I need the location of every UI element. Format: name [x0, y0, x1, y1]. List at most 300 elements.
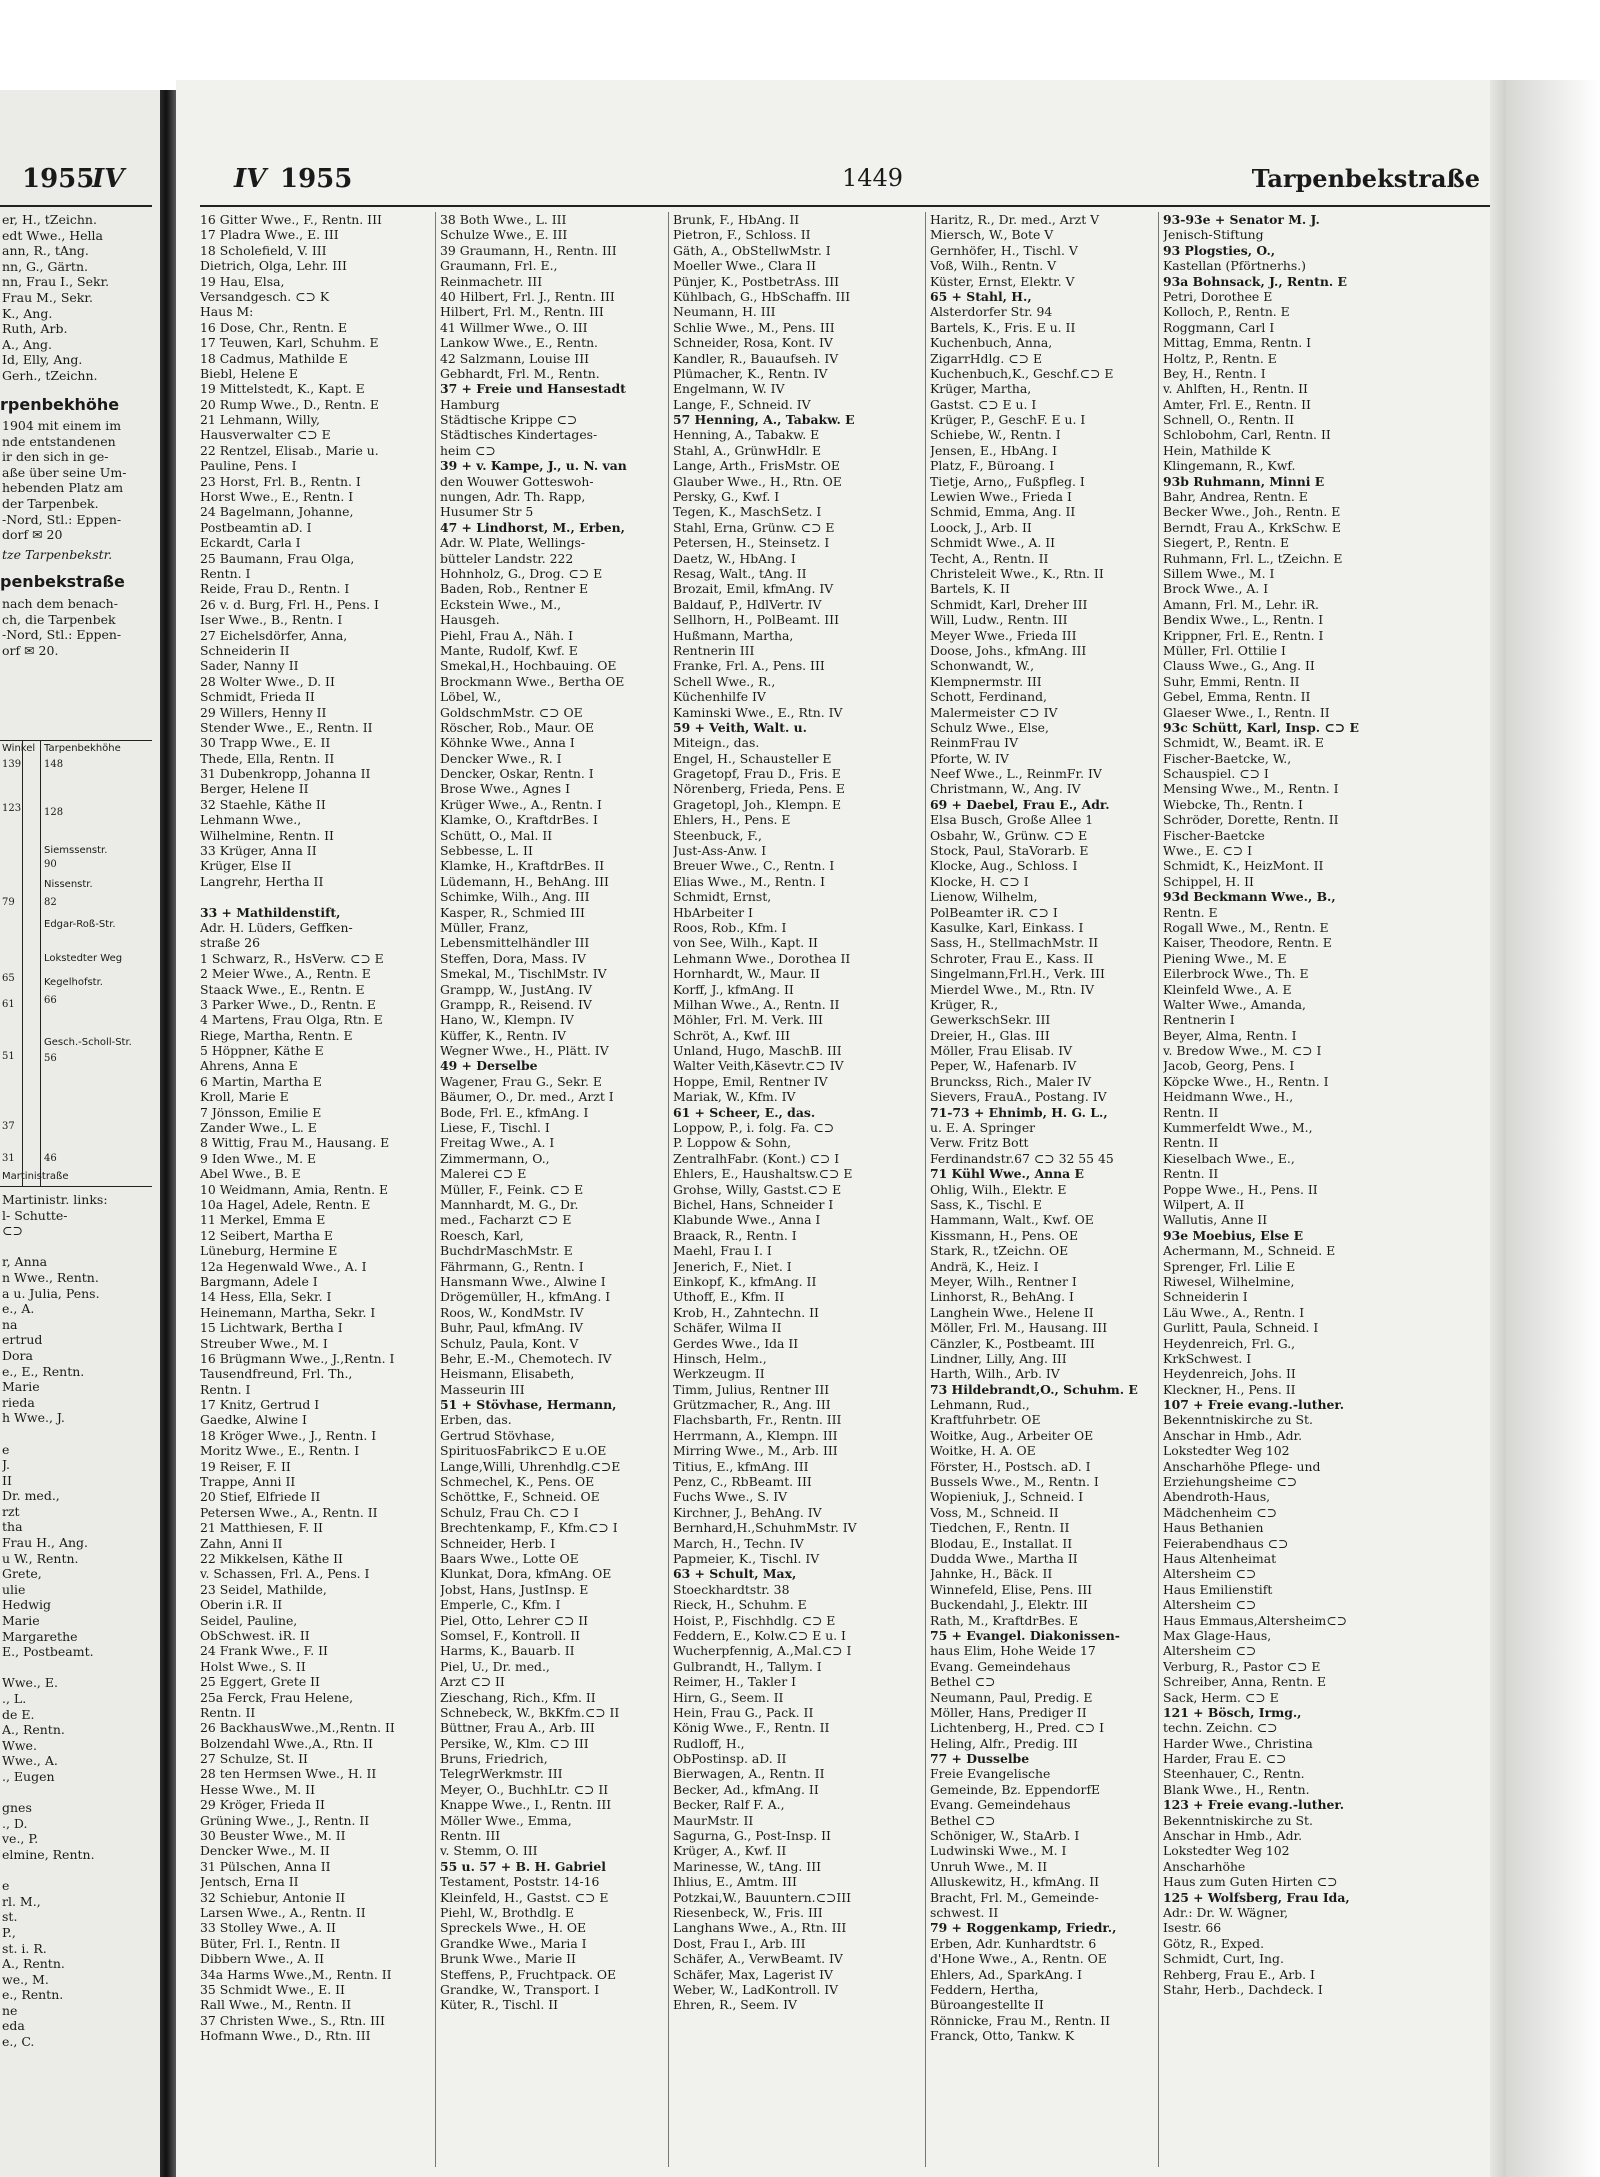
resident-entry: Breuer Wwe., C., Rentn. I [673, 858, 835, 874]
resident-entry: schwest. II [930, 1904, 999, 1920]
resident-entry: Anschar in Hmb., Adr. [1163, 1427, 1303, 1443]
resident-entry: Fischer-Baetcke [1163, 827, 1265, 843]
resident-entry: Schmid, Emma, Ang. II [930, 504, 1076, 520]
book-gutter [160, 90, 176, 2177]
resident-entry: v. Ahlften, H., Rentn. II [1163, 381, 1308, 397]
resident-entry: Sebbesse, L. II [440, 843, 533, 859]
left-page-line: na [2, 1316, 18, 1332]
resident-entry: Schlobohm, Carl, Rentn. II [1163, 427, 1331, 443]
resident-entry: Lokstedter Weg 102 [1163, 1443, 1290, 1459]
resident-entry: Larsen Wwe., A., Rentn. II [200, 1904, 366, 1920]
resident-entry: 19 Reiser, F. II [200, 1458, 291, 1474]
resident-entry: Bichel, Hans, Schneider I [673, 1197, 834, 1212]
resident-entry: Städtische Krippe ⊂⊃ [440, 412, 578, 428]
resident-entry: Ehren, R., Seem. IV [673, 1997, 797, 2013]
resident-entry: Einkopf, K., kfmAng. II [673, 1273, 817, 1289]
left-page-line: A., Rentn. [2, 1722, 65, 1738]
resident-entry: Dencker Wwe., R. I [440, 750, 562, 766]
map-number: 82 [44, 897, 57, 908]
resident-entry: Büttner, Frau A., Arb. III [440, 1720, 595, 1736]
left-page-line: ve., P. [2, 1831, 39, 1847]
resident-entry: Verw. Fritz Bott [930, 1135, 1029, 1151]
resident-entry: Ehlers, E., Haushaltsw.⊂⊃ E [673, 1166, 853, 1182]
resident-entry: Stahl, Erna, Grünw. ⊂⊃ E [673, 519, 835, 535]
resident-entry: Bussels Wwe., M., Rentn. I [930, 1474, 1099, 1490]
left-page-line: 1904 mit einem im [2, 418, 122, 433]
resident-entry: Verburg, R., Pastor ⊂⊃ E [1163, 1658, 1321, 1674]
resident-entry: Möller Wwe., Emma, [440, 1812, 572, 1828]
left-page-line: r, Anna [2, 1254, 48, 1270]
resident-entry: Ludwinski Wwe., M. I [930, 1843, 1067, 1859]
resident-entry: Mariak, W., Kfm. IV [673, 1089, 796, 1105]
resident-entry: Brechtenkamp, F., Kfm.⊂⊃ I [440, 1520, 618, 1536]
resident-entry: Streuber Wwe., M. I [200, 1335, 328, 1351]
resident-entry: 9 Iden Wwe., M. E [200, 1150, 316, 1166]
resident-entry: Holst Wwe., S. II [200, 1658, 306, 1674]
resident-entry: Krüger, Else II [200, 858, 292, 874]
house-number-heading: 93a Bohnsack, J., Rentn. E [1163, 273, 1347, 289]
resident-entry: Klamke, H., KraftdrBes. II [440, 858, 605, 874]
resident-entry: Staack Wwe., E., Rentn. E [200, 981, 365, 997]
resident-entry: Hohnholz, G., Drog. ⊂⊃ E [440, 565, 603, 581]
resident-entry: heim ⊂⊃ [440, 442, 496, 458]
left-page-line [2, 1239, 152, 1255]
resident-entry: Maehl, Frau I. I [673, 1243, 772, 1259]
left-page-line: Gerh., tZeichn. [2, 367, 98, 383]
resident-entry: Evang. Gemeindehaus [930, 1658, 1071, 1674]
resident-entry: Steenbuck, F., [673, 827, 762, 843]
left-page-line: u W., Rentn. [2, 1550, 79, 1566]
resident-entry: Freitag Wwe., A. I [440, 1135, 555, 1151]
left-page-line: ., L. [2, 1691, 27, 1706]
resident-entry: Gragetopl, Joh., Klempn. E [673, 796, 842, 812]
resident-entry: Köhnke Wwe., Anna I [440, 735, 575, 751]
resident-entry: HbArbeiter I [673, 904, 753, 920]
house-number-heading: 55 u. 57 + B. H. Gabriel [440, 1858, 606, 1874]
resident-entry: Bracht, Frl. M., Gemeinde- [930, 1889, 1099, 1905]
resident-entry: Grüning Wwe., J., Rentn. II [200, 1812, 370, 1828]
map-number: 90 [44, 859, 57, 870]
resident-entry: Unruh Wwe., M. II [930, 1858, 1048, 1874]
resident-entry: Horst Wwe., E., Rentn. I [200, 489, 354, 505]
map-number: 61 [2, 999, 15, 1010]
resident-entry: Potzkai,W., Bauuntern.⊂⊃III [673, 1889, 852, 1905]
left-page-line: gnes [2, 1800, 32, 1816]
map-number: 66 [44, 995, 57, 1006]
resident-entry: Loock, J., Arb. II [930, 519, 1032, 535]
resident-entry: Buhr, Paul, kfmAng. IV [440, 1320, 583, 1336]
resident-entry: Wiebcke, Th., Rentn. I [1163, 796, 1303, 812]
resident-entry: Bahr, Andrea, Rentn. E [1163, 489, 1308, 505]
resident-entry: Zieschang, Rich., Kfm. II [440, 1689, 596, 1705]
resident-entry: Steffen, Dora, Mass. IV [440, 950, 586, 966]
resident-entry: Reide, Frau D., Rentn. I [200, 581, 350, 597]
resident-entry: Zander Wwe., L. E [200, 1120, 317, 1136]
left-page-line: Hedwig [2, 1597, 51, 1613]
resident-entry: Meyer, O., BuchhLtr. ⊂⊃ II [440, 1781, 609, 1797]
resident-entry: Trappe, Anni II [200, 1474, 296, 1490]
left-page-line: we., M. [2, 1971, 49, 1987]
resident-entry: Franck, Otto, Tankw. K [930, 2028, 1075, 2044]
resident-entry: Versandgesch. ⊂⊃ K [200, 288, 330, 304]
resident-entry: 15 Lichtwark, Bertha I [200, 1320, 343, 1336]
resident-entry: Alsterdorfer Str. 94 [930, 304, 1053, 320]
resident-entry: Brock Wwe., A. I [1163, 581, 1269, 597]
left-page-line: orf ✉ 20. [2, 642, 59, 658]
resident-entry: Fährmann, G., Rentn. I [440, 1258, 584, 1274]
resident-entry: Rieck, H., Schuhm. E [673, 1597, 807, 1613]
resident-entry: 40 Hilbert, Frl. J., Rentn. III [440, 288, 615, 304]
resident-entry: March, H., Techn. IV [673, 1535, 804, 1551]
resident-entry: Fischer-Baetcke, W., [1163, 750, 1292, 766]
map-number: 51 [2, 1051, 15, 1062]
resident-entry: Miteign., das. [673, 735, 760, 751]
resident-entry: 30 Trapp Wwe., E. II [200, 735, 331, 751]
resident-entry: Schreiber, Anna, Rentn. E [1163, 1674, 1327, 1690]
resident-entry: Arzt ⊂⊃ II [440, 1674, 505, 1690]
resident-entry: Sprenger, Frl. Lilie E [1163, 1258, 1296, 1274]
resident-entry: Sass, H., StellmachMstr. II [930, 935, 1099, 951]
resident-entry: Dietrich, Olga, Lehr. III [200, 258, 347, 274]
resident-entry: Techt, A., Rentn. II [930, 550, 1049, 566]
resident-entry: Wagener, Frau G., Sekr. E [440, 1073, 602, 1089]
resident-entry: Poppe Wwe., H., Pens. II [1163, 1181, 1318, 1197]
resident-entry: Schmidt, K., HeizMont. II [1163, 858, 1324, 874]
resident-entry: Amann, Frl. M., Lehr. iR. [1163, 596, 1319, 612]
resident-entry: Henning, A., Tabakw. E [673, 427, 820, 443]
resident-entry: Oberin i.R. II [200, 1597, 283, 1613]
resident-entry: Schulz, Frau Ch. ⊂⊃ I [440, 1504, 579, 1520]
left-page-line: edt Wwe., Hella [2, 227, 104, 243]
resident-entry: Lankow Wwe., E., Rentn. [440, 335, 598, 351]
resident-entry: Schmidt, Karl, Dreher III [930, 596, 1088, 612]
resident-entry: Schneider, Rosa, Kont. IV [673, 335, 833, 351]
resident-entry: Schäfer, A., VerwBeamt. IV [673, 1951, 843, 1967]
house-number-heading: 93-93e + Senator M. J. [1163, 212, 1320, 227]
resident-entry: Lienow, Wilhelm, [930, 889, 1038, 905]
resident-entry: Feierabendhaus ⊂⊃ [1163, 1535, 1289, 1551]
resident-entry: Lüneburg, Hermine E [200, 1243, 338, 1259]
resident-entry: d'Hone Wwe., A., Rentn. OE [930, 1951, 1107, 1967]
resident-entry: Brunk Wwe., Marie II [440, 1951, 576, 1967]
resident-entry: Roesch, Karl, [440, 1227, 524, 1243]
left-section-title-1: rpenbekhöhe [0, 395, 120, 414]
resident-entry: Loppow, P., i. folg. Fa. ⊂⊃ [673, 1120, 835, 1136]
resident-entry: Neef Wwe., L., ReinmFr. IV [930, 766, 1102, 782]
resident-entry: Cänzler, K., Postbeamt. III [930, 1335, 1095, 1351]
resident-entry: Stark, R., tZeichn. OE [930, 1243, 1069, 1259]
left-page-line: Margarethe [2, 1628, 78, 1644]
left-page-line: ⊂⊃ [2, 1223, 23, 1239]
resident-entry: Doose, Johs., kfmAng. III [930, 642, 1087, 658]
resident-entry: Löbel, W., [440, 689, 502, 705]
resident-entry: Lange, F., Schneid. IV [673, 396, 811, 412]
resident-entry: nungen, Adr. Th. Rapp, [440, 489, 586, 505]
resident-entry: 29 Kröger, Frieda II [200, 1797, 325, 1813]
resident-entry: Schröt, A., Kwf. III [673, 1027, 790, 1043]
left-page-line: st. [2, 1909, 18, 1925]
resident-entry: Haus Bethanien [1163, 1520, 1264, 1536]
resident-entry: Knappe Wwe., I., Rentn. III [440, 1797, 612, 1813]
resident-entry: Erziehungsheime ⊂⊃ [1163, 1474, 1298, 1490]
house-number-heading: 57 Henning, A., Tabakw. E [673, 412, 855, 428]
resident-entry: Rentn. II [200, 1704, 256, 1720]
resident-entry: Moritz Wwe., E., Rentn. I [200, 1443, 360, 1459]
house-number-heading: 93d Beckmann Wwe., B., [1163, 889, 1336, 905]
resident-entry: Bernhard,H.,SchuhmMstr. IV [673, 1520, 857, 1536]
resident-entry: Tietje, Arno,, Fußpfleg. I [930, 473, 1085, 489]
left-page-line: eda [2, 2018, 25, 2034]
resident-entry: Grampp, R., Reisend. IV [440, 996, 592, 1012]
resident-entry: Müller, F., Feink. ⊂⊃ E [440, 1181, 584, 1197]
resident-entry: Piel, Otto, Lehrer ⊂⊃ II [440, 1612, 589, 1628]
resident-entry: 27 Schulze, St. II [200, 1751, 308, 1767]
resident-entry: Wwe., E. ⊂⊃ I [1163, 843, 1253, 859]
resident-entry: 23 Seidel, Mathilde, [200, 1581, 327, 1597]
resident-entry: Miersch, W., Bote V [930, 227, 1054, 243]
resident-entry: Grützmacher, R., Ang. III [673, 1397, 831, 1413]
resident-entry: Hansmann Wwe., Alwine I [440, 1273, 606, 1289]
resident-entry: v. Schassen, Frl. A., Pens. I [200, 1566, 370, 1582]
resident-entry: 18 Scholefield, V. III [200, 242, 327, 258]
resident-entry: Schiebe, W., Rentn. I [930, 427, 1061, 443]
resident-entry: Meyer Wwe., Frieda III [930, 627, 1077, 643]
left-page-line: e., A. [2, 1301, 35, 1317]
left-page-line: de E. [2, 1706, 35, 1722]
resident-entry: Hausgeh. [440, 612, 500, 628]
resident-entry: TelegrWerkmstr. III [440, 1766, 563, 1782]
resident-entry: Somsel, F., Kontroll. II [440, 1627, 581, 1643]
resident-entry: Bekenntniskirche zu St. [1163, 1812, 1313, 1828]
resident-entry: Kissmann, H., Pens. OE [930, 1227, 1079, 1243]
resident-entry: 31 Dubenkropp, Johanna II [200, 766, 371, 782]
resident-entry: Mierdel Wwe., M., Rtn. IV [930, 981, 1095, 997]
resident-entry: Wegner Wwe., H., Plätt. IV [440, 1043, 609, 1059]
resident-entry: Schulze Wwe., E. III [440, 227, 568, 243]
resident-entry: Lehmann Wwe., Dorothea II [673, 950, 851, 966]
house-number-heading: 71-73 + Ehnimb, H. G. L., [930, 1104, 1108, 1120]
resident-entry: Adr. H. Lüders, Geffken- [200, 919, 353, 935]
resident-entry: Krob, H., Zahntechn. II [673, 1304, 819, 1320]
resident-entry: Holtz, P., Rentn. E [1163, 350, 1277, 366]
resident-entry: Riege, Martha, Rentn. E [200, 1027, 353, 1043]
resident-entry: Hamburg [440, 396, 500, 412]
resident-entry: 37 Christen Wwe., S., Rtn. III [200, 2012, 385, 2028]
resident-entry: Roos, Rob., Kfm. I [673, 919, 787, 935]
resident-entry: Lichtenberg, H., Pred. ⊂⊃ I [930, 1720, 1105, 1736]
resident-entry: Bartels, K., Fris. E u. II [930, 319, 1076, 335]
map-street-label: Martinistraße [2, 1171, 69, 1182]
resident-entry: Franke, Frl. A., Pens. III [673, 658, 825, 674]
resident-entry: Blank Wwe., H., Rentn. [1163, 1781, 1310, 1797]
resident-entry: Petersen Wwe., A., Rentn. II [200, 1504, 378, 1520]
resident-entry: Schmidt, Curt, Ing. [1163, 1951, 1284, 1967]
resident-entry: Seidel, Pauline, [200, 1612, 298, 1628]
house-number-heading: 71 Kühl Wwe., Anna E [930, 1166, 1084, 1182]
resident-entry: Glauber Wwe., H., Rtn. OE [673, 473, 842, 489]
resident-entry: Schauspiel. ⊂⊃ I [1163, 766, 1269, 782]
house-number-heading: 93c Schütt, Karl, Insp. ⊂⊃ E [1163, 719, 1359, 735]
left-page-line: Grete, [2, 1566, 42, 1582]
resident-entry: 42 Salzmann, Louise III [440, 350, 589, 366]
resident-entry [200, 889, 440, 904]
resident-entry: Just-Ass-Anw. I [673, 843, 767, 859]
resident-entry: 2 Meier Wwe., A., Rentn. E [200, 966, 371, 982]
resident-entry: Steenhauer, C., Rentn. [1163, 1766, 1305, 1782]
resident-entry: P. Loppow & Sohn, [673, 1135, 792, 1151]
resident-entry: Piehl, Frau A., Näh. I [440, 627, 574, 643]
resident-entry: Reinmachetr. III [440, 273, 543, 289]
resident-entry: 18 Kröger Wwe., J., Rentn. I [200, 1427, 377, 1443]
resident-entry: Engel, H., Schausteller E [673, 750, 832, 766]
resident-entry: Gebel, Emma, Rentn. II [1163, 689, 1311, 705]
left-page-line: dorf ✉ 20 [2, 527, 63, 543]
resident-entry: Emperle, C., Kfm. I [440, 1597, 561, 1613]
left-page-line: Ruth, Arb. [2, 321, 68, 337]
resident-entry: Harder, Frau E. ⊂⊃ [1163, 1751, 1287, 1767]
resident-entry: Nörenberg, Frieda, Pens. E [673, 781, 845, 797]
resident-entry: Pauline, Pens. I [200, 458, 297, 474]
resident-entry: Schmidt, W., Beamt. iR. E [1163, 735, 1324, 751]
resident-entry: Spreckels Wwe., H. OE [440, 1920, 587, 1936]
left-page-line: hebenden Platz am [2, 480, 124, 496]
resident-entry: Petersen, H., Steinsetz. I [673, 535, 830, 551]
resident-entry: Persike, W., Klm. ⊂⊃ III [440, 1735, 589, 1751]
resident-entry: Uthoff, E., Kfm. II [673, 1289, 785, 1305]
resident-entry: Möller, Hans, Prediger II [930, 1704, 1087, 1720]
resident-entry: Lewien Wwe., Frieda I [930, 489, 1072, 505]
left-page-line: nn, G., Gärtn. [2, 258, 88, 274]
resident-entry: ReinmFrau IV [930, 735, 1019, 751]
resident-entry: 20 Rump Wwe., D., Rentn. E [200, 396, 379, 412]
resident-entry: Plümacher, K., Rentn. IV [673, 365, 828, 381]
resident-entry: Grohse, Willy, Gastst.⊂⊃ E [673, 1181, 842, 1197]
resident-entry: Rudloff, H., [673, 1735, 745, 1751]
house-number-heading: 73 Hildebrandt,O., Schuhm. E [930, 1381, 1138, 1397]
resident-entry: Kieselbach Wwe., E., [1163, 1150, 1295, 1166]
resident-entry: Krüger, Martha, [930, 381, 1032, 397]
resident-entry: Klocke, Aug., Schloss. I [930, 858, 1078, 874]
map-number: 31 [2, 1153, 15, 1164]
resident-entry: Schmidt, Frieda II [200, 689, 315, 705]
resident-entry: Meyer, Wilh., Rentner I [930, 1273, 1077, 1289]
resident-entry: Ruhmann, Frl. L., tZeichn. E [1163, 550, 1343, 566]
resident-entry: Persky, G., Kwf. I [673, 489, 780, 505]
left-page-year: 1955 [22, 164, 95, 194]
resident-entry: Klabunde Wwe., Anna I [673, 1212, 821, 1228]
resident-entry: Mannhardt, M. G., Dr. [440, 1197, 579, 1212]
resident-entry: Dreier, H., Glas. III [930, 1027, 1050, 1043]
resident-entry: Dencker Wwe., M. II [200, 1843, 330, 1859]
scan-margin-right [1506, 80, 1600, 2177]
resident-entry: Tausendfreund, Frl. Th., [200, 1366, 353, 1382]
resident-entry: Gäth, A., ObStellwMstr. I [673, 242, 831, 258]
resident-entry: Rönnicke, Frau M., Rentn. II [930, 2012, 1110, 2028]
map-street-label: Edgar-Roß-Str. [44, 919, 116, 930]
resident-entry: Piening Wwe., M. E [1163, 950, 1287, 966]
resident-entry: Hinsch, Helm., [673, 1350, 767, 1366]
page-street-title: Tarpenbekstraße [1251, 164, 1480, 193]
left-page-line: Id, Elly, Ang. [2, 352, 83, 368]
left-page-line: elmine, Rentn. [2, 1846, 95, 1862]
resident-entry: Baden, Rob., Rentner E [440, 581, 588, 597]
resident-entry: Krüger Wwe., A., Rentn. I [440, 796, 602, 812]
resident-entry: Hußmann, Martha, [673, 627, 794, 643]
resident-entry: Werkzeugm. II [673, 1366, 765, 1382]
resident-entry: Rehberg, Frau E., Arb. I [1163, 1966, 1315, 1982]
left-page-line: II [2, 1472, 12, 1488]
resident-entry: 11 Merkel, Emma E [200, 1212, 326, 1228]
resident-entry: Ahrens, Anna E [200, 1058, 298, 1074]
resident-entry: Anschar in Hmb., Adr. [1163, 1828, 1303, 1844]
resident-entry: 23 Horst, Frl. B., Rentn. I [200, 473, 361, 489]
resident-entry: Mädchenheim ⊂⊃ [1163, 1504, 1277, 1520]
left-page-lines-top [2, 212, 152, 384]
resident-entry: Harder Wwe., Christina [1163, 1735, 1313, 1751]
street-map [0, 740, 152, 1187]
resident-entry: Elsa Busch, Große Allee 1 [930, 812, 1094, 828]
resident-entry: Will, Ludw., Rentn. III [930, 612, 1068, 628]
resident-entry: Engelmann, W. IV [673, 381, 785, 397]
house-number-heading: 75 + Evangel. Diakonissen- [930, 1627, 1120, 1643]
house-number-heading: 93b Ruhmann, Minni E [1163, 473, 1325, 489]
resident-entry: Andrä, K., Heiz. I [930, 1258, 1039, 1274]
resident-entry: Herrmann, A., Klempn. III [673, 1427, 838, 1443]
resident-entry: Köpcke Wwe., H., Rentn. I [1163, 1073, 1329, 1089]
resident-entry: Haritz, R., Dr. med., Arzt V [930, 212, 1100, 227]
left-page-line: Frau M., Sekr. [2, 289, 93, 305]
left-page-line: der Tarpenbek. [2, 495, 99, 511]
resident-entry: ZigarrHdlg. ⊂⊃ E [930, 350, 1042, 366]
house-number-heading: 51 + Stövhase, Hermann, [440, 1397, 617, 1413]
resident-entry: Bartels, K. II [930, 581, 1010, 597]
left-page-line: Marie [2, 1379, 40, 1395]
resident-entry: Zimmermann, O., [440, 1150, 550, 1166]
resident-entry: 19 Hau, Elsa, [200, 273, 285, 289]
resident-entry: Alluskewitz, H., kfmAng. II [930, 1874, 1099, 1890]
resident-entry: Mittag, Emma, Rentn. I [1163, 335, 1311, 351]
resident-entry: Masseurin III [440, 1381, 525, 1397]
resident-entry: Bethel ⊂⊃ [930, 1812, 996, 1828]
resident-entry: Kandler, R., Bauaufseh. IV [673, 350, 839, 366]
resident-entry: Sack, Herm. ⊂⊃ E [1163, 1689, 1279, 1705]
resident-entry: Dencker, Oskar, Rentn. I [440, 766, 594, 782]
resident-entry: Feddern, Hertha, [930, 1981, 1039, 1997]
left-page-line: ch, die Tarpenbek [2, 611, 116, 627]
page-year: 1955 [280, 164, 353, 194]
resident-entry: Rentn. II [1163, 1104, 1219, 1120]
resident-entry: Rentn. III [440, 1828, 501, 1844]
resident-entry: Abel Wwe., B. E [200, 1166, 301, 1182]
resident-entry: Dibbern Wwe., A. II [200, 1951, 325, 1967]
left-page-line: tha [2, 1519, 23, 1535]
map-street-label: Nissenstr. [44, 879, 93, 890]
resident-entry: Clauss Wwe., G., Ang. II [1163, 658, 1315, 674]
resident-entry: Pietron, F., Schloss. II [673, 227, 811, 243]
resident-entry: 24 Bagelmann, Johanne, [200, 504, 354, 520]
resident-entry: Hausverwalter ⊂⊃ E [200, 427, 331, 443]
resident-entry: Timm, Julius, Rentner III [673, 1381, 830, 1397]
resident-entry: Unland, Hugo, MaschB. III [673, 1043, 842, 1059]
resident-entry: 26 v. d. Burg, Frl. H., Pens. I [200, 596, 379, 612]
left-page-line: Frau H., Ang. [2, 1535, 88, 1551]
resident-entry: Singelmann,Frl.H., Verk. III [930, 966, 1105, 982]
resident-entry: Kaminski Wwe., E., Rtn. IV [673, 704, 843, 720]
resident-entry: Krippner, Frl. E., Rentn. I [1163, 627, 1324, 643]
resident-entry: Hesse Wwe., M. II [200, 1781, 315, 1797]
resident-entry: Achermann, M., Schneid. E [1163, 1243, 1336, 1259]
resident-entry: Möller, Frl. M., Hausang. III [930, 1320, 1108, 1336]
